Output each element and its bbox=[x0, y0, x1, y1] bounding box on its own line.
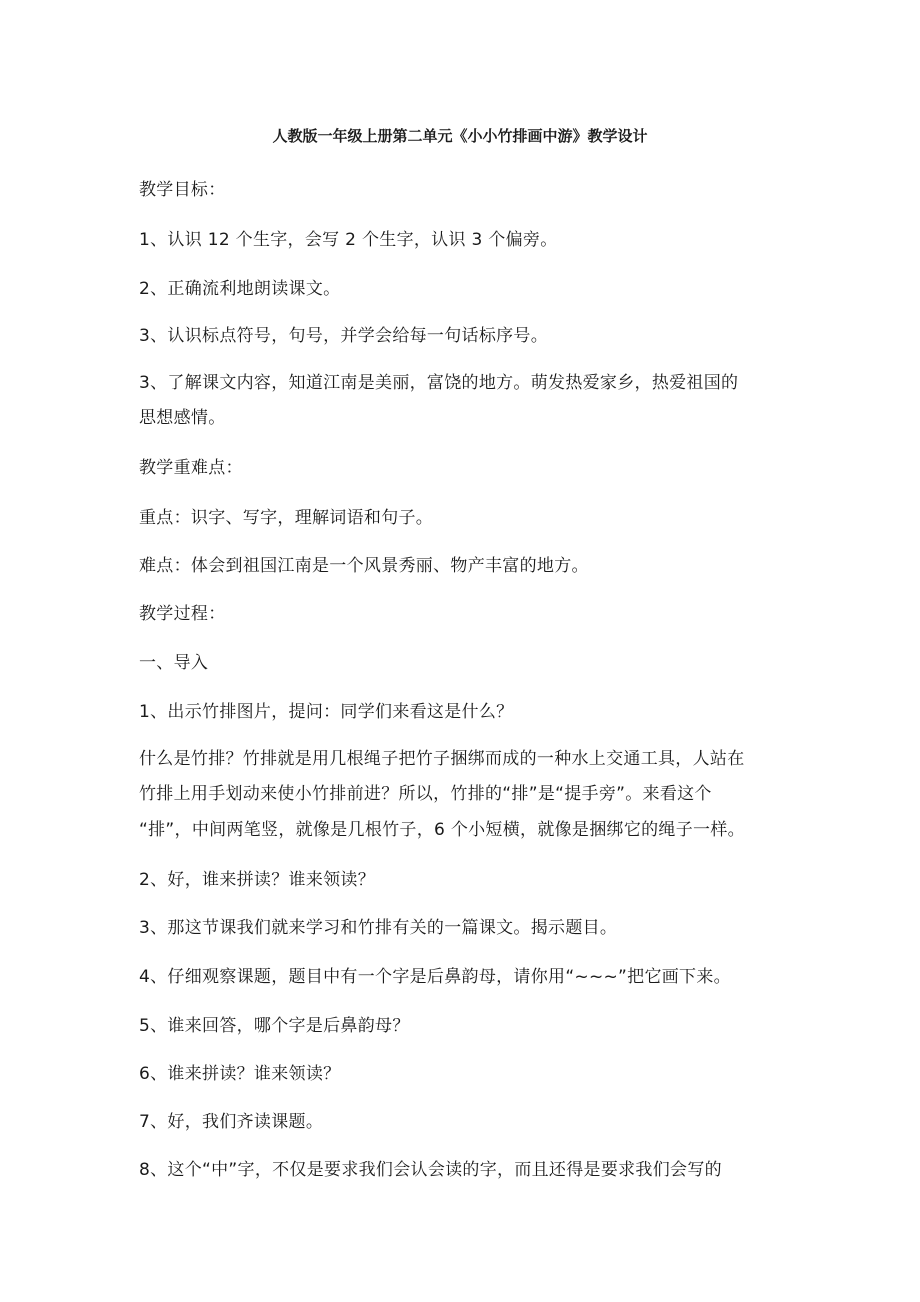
section-heading-key-points: 教学重难点： bbox=[139, 458, 243, 478]
paragraph: 6、谁来拼读？谁来领读？ bbox=[139, 1064, 341, 1084]
paragraph: 2、好，谁来拼读？谁来领读？ bbox=[139, 870, 376, 890]
paragraph: 3、了解课文内容，知道江南是美丽，富饶的地方。萌发热爱家乡，热爱祖国的 bbox=[139, 373, 739, 393]
subsection-heading: 一、导入 bbox=[139, 653, 209, 673]
document-title: 人教版一年级上册第二单元《小小竹排画中游》教学设计 bbox=[272, 127, 648, 145]
paragraph: 8、这个“中”字，不仅是要求我们会认会读的字，而且还得是要求我们会写的 bbox=[139, 1160, 722, 1180]
paragraph: 7、好，我们齐读课题。 bbox=[139, 1112, 324, 1132]
section-heading-objectives: 教学目标： bbox=[139, 180, 226, 200]
paragraph: 2、正确流利地朗读课文。 bbox=[139, 279, 341, 299]
paragraph: 1、出示竹排图片，提问：同学们来看这是什么？ bbox=[139, 702, 514, 722]
paragraph-continuation: 思想感情。 bbox=[139, 408, 226, 428]
paragraph: 5、谁来回答，哪个字是后鼻韵母？ bbox=[139, 1016, 410, 1036]
paragraph-continuation: “排”，中间两笔竖，就像是几根竹子，6 个小短横，就像是捆绑它的绳子一样。 bbox=[139, 820, 745, 840]
paragraph: 重点：识字、写字，理解词语和句子。 bbox=[139, 508, 434, 528]
paragraph-continuation: 竹排上用手划动来使小竹排前进？所以，竹排的“排”是“提手旁”。来看这个 bbox=[139, 784, 712, 804]
paragraph: 3、认识标点符号，句号，并学会给每一句话标序号。 bbox=[139, 326, 549, 346]
paragraph: 1、认识 12 个生字，会写 2 个生字，认识 3 个偏旁。 bbox=[139, 230, 558, 250]
paragraph: 4、仔细观察课题，题目中有一个字是后鼻韵母，请你用“~~~”把它画下来。 bbox=[139, 967, 731, 987]
paragraph: 什么是竹排？竹排就是用几根绳子把竹子捆绑而成的一种水上交通工具，人站在 bbox=[139, 749, 745, 769]
paragraph: 难点：体会到祖国江南是一个风景秀丽、物产丰富的地方。 bbox=[139, 556, 589, 576]
section-heading-process: 教学过程： bbox=[139, 604, 226, 624]
paragraph: 3、那这节课我们就来学习和竹排有关的一篇课文。揭示题目。 bbox=[139, 918, 618, 938]
